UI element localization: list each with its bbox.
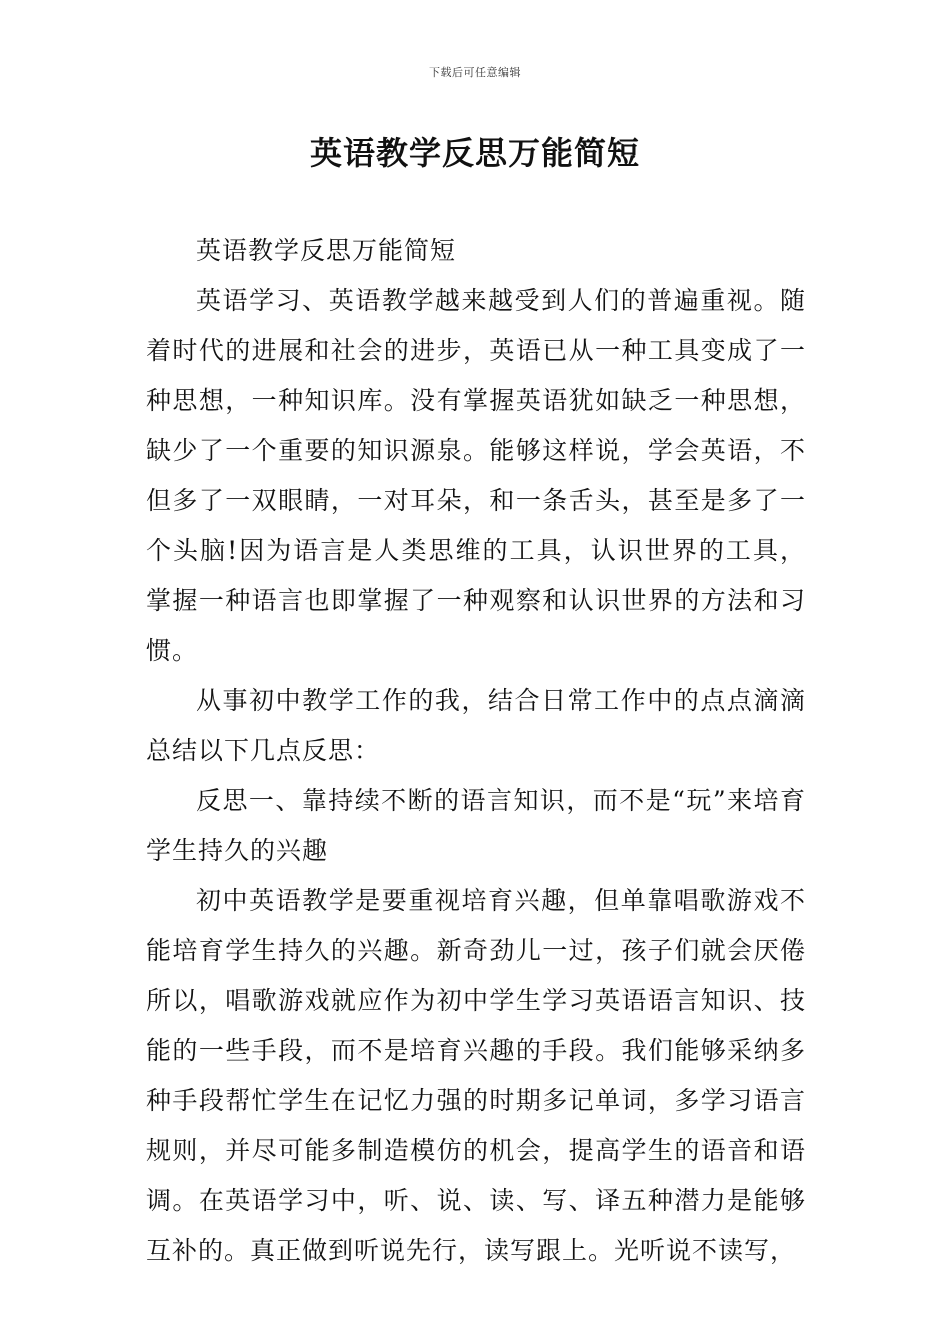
paragraph-subtitle: 英语教学反思万能简短 — [196, 236, 457, 265]
page-header-note: 下载后可任意编辑 — [429, 66, 521, 79]
document-body — [146, 226, 806, 1276]
paragraph-intro: 英语学习、英语教学越来越受到人们的普遍重视。随着时代的进展和社会的进步，英语已从一种工具变成了一种思想，一种知识库。没有掌握英语犹如缺乏一种思想，缺少了一个重要的知识源泉。能够这样说，学会英语，不但多了一双眼睛，一对耳朵，和一条舌头，甚至是多了一个头脑!因为语言是人类思维的工具，认识世界的工具，掌握一种语言也即掌握了一种观察和认识世界的方法和习惯。 — [146, 286, 806, 665]
paragraph-reflection-heading: 反思一、靠持续不断的语言知识，而不是“玩”来培育学生持久的兴趣 — [146, 786, 806, 865]
paragraph-summary-lead: 从事初中教学工作的我，结合日常工作中的点点滴滴总结以下几点反思： — [146, 686, 806, 765]
document-title: 英语教学反思万能简短 — [309, 134, 640, 172]
paragraph-reflection-body: 初中英语教学是要重视培育兴趣，但单靠唱歌游戏不能培育学生持久的兴趣。新奇劲儿一过，孩子们就会厌倦所以，唱歌游戏就应作为初中学生学习英语语言知识、技能的一些手段，而不是培育兴趣的手段。我们能够采纳多种手段帮忙学生在记忆力强的时期多记单词，多学习语言规则，并尽可能多制造模仿的机会，提高学生的语音和语调。在英语学习中，听、说、读、写、译五种潜力是能够互补的。真正做到听说先行，读写跟上。光听说不读写， — [146, 886, 806, 1265]
